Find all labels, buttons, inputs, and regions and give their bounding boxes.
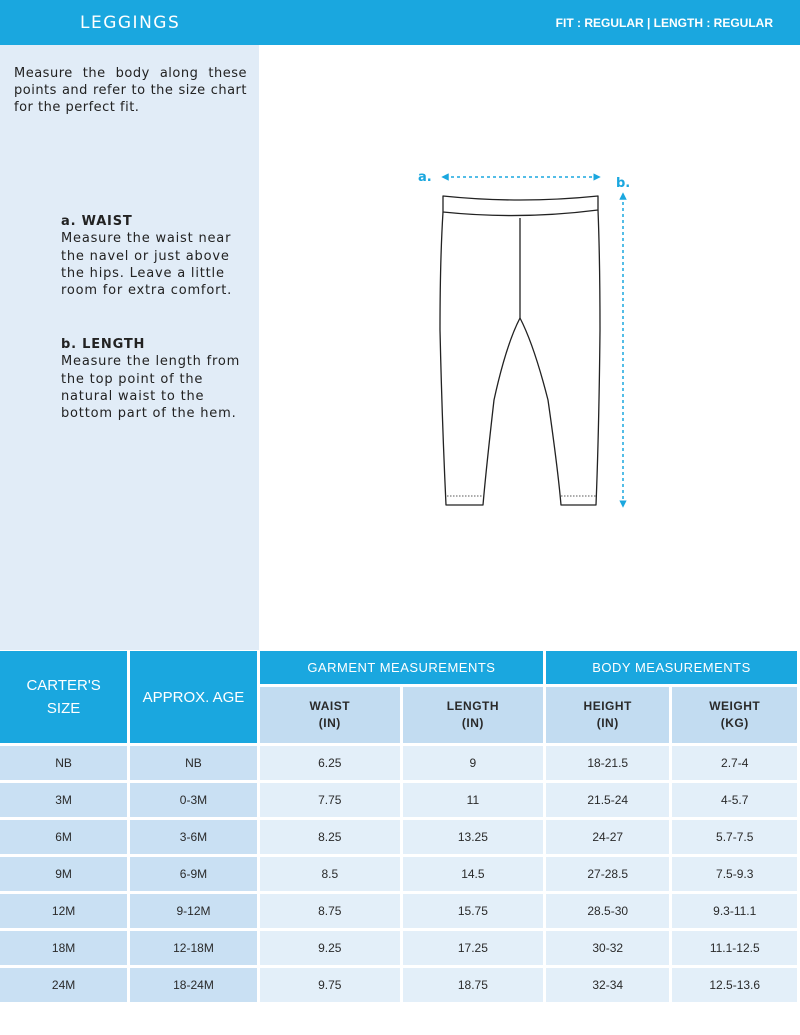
cell-size: 24M xyxy=(0,968,127,1002)
cell-waist: 9.75 xyxy=(260,968,400,1002)
cell-age: 0-3M xyxy=(130,783,257,817)
cell-waist: 8.25 xyxy=(260,820,400,854)
cell-height: 28.5-30 xyxy=(546,894,669,928)
cell-length: 18.75 xyxy=(403,968,543,1002)
cell-length: 15.75 xyxy=(403,894,543,928)
header-weight: WEIGHT (KG) xyxy=(672,687,797,743)
cell-height: 30-32 xyxy=(546,931,669,965)
table-row xyxy=(0,894,797,928)
cell-height: 27-28.5 xyxy=(546,857,669,891)
header-size: CARTER'S SIZE xyxy=(0,651,127,743)
cell-weight: 11.1-12.5 xyxy=(672,931,797,965)
table-row xyxy=(0,746,797,780)
length-heading: b. LENGTH xyxy=(61,337,146,352)
label-a: a. xyxy=(418,170,432,185)
cell-size: 9M xyxy=(0,857,127,891)
fit-info: FIT : REGULAR | LENGTH : REGULAR xyxy=(555,16,773,30)
cell-size: 6M xyxy=(0,820,127,854)
length-description: Measure the length from the top point of the natural waist to the bottom part of the hem. xyxy=(61,354,241,422)
cell-length: 13.25 xyxy=(403,820,543,854)
header-waist: WAIST (IN) xyxy=(260,687,400,743)
table-row xyxy=(0,857,797,891)
table-row xyxy=(0,931,797,965)
size-rows xyxy=(0,746,797,1002)
cell-size: 3M xyxy=(0,783,127,817)
cell-age: 6-9M xyxy=(130,857,257,891)
cell-height: 21.5-24 xyxy=(546,783,669,817)
cell-length: 17.25 xyxy=(403,931,543,965)
cell-age: NB xyxy=(130,746,257,780)
cell-age: 12-18M xyxy=(130,931,257,965)
cell-waist: 6.25 xyxy=(260,746,400,780)
cell-age: 18-24M xyxy=(130,968,257,1002)
cell-waist: 7.75 xyxy=(260,783,400,817)
page-header xyxy=(0,0,800,45)
size-chart-table xyxy=(0,648,800,1005)
table-row xyxy=(0,783,797,817)
waist-description: Measure the waist near the navel or just above the hips. Leave a little room for extra comfort. xyxy=(61,231,233,299)
cell-weight: 7.5-9.3 xyxy=(672,857,797,891)
cell-length: 11 xyxy=(403,783,543,817)
header-age: APPROX. AGE xyxy=(130,651,257,743)
label-b: b. xyxy=(616,176,631,191)
leggings-diagram xyxy=(400,160,650,520)
cell-weight: 5.7-7.5 xyxy=(672,820,797,854)
cell-weight: 4-5.7 xyxy=(672,783,797,817)
page-title: LEGGINGS xyxy=(80,13,181,33)
cell-length: 9 xyxy=(403,746,543,780)
cell-size: 12M xyxy=(0,894,127,928)
intro-text: Measure the body along these points and refer to the size chart for the perfect fit. xyxy=(14,66,247,115)
cell-size: NB xyxy=(0,746,127,780)
table-row xyxy=(0,820,797,854)
cell-weight: 12.5-13.6 xyxy=(672,968,797,1002)
cell-height: 24-27 xyxy=(546,820,669,854)
waist-heading: a. WAIST xyxy=(61,214,133,229)
header-body-measurements: BODY MEASUREMENTS xyxy=(546,651,797,684)
cell-waist: 9.25 xyxy=(260,931,400,965)
waist-instruction xyxy=(61,213,251,299)
cell-height: 32-34 xyxy=(546,968,669,1002)
cell-size: 18M xyxy=(0,931,127,965)
cell-height: 18-21.5 xyxy=(546,746,669,780)
cell-waist: 8.75 xyxy=(260,894,400,928)
cell-age: 9-12M xyxy=(130,894,257,928)
header-height: HEIGHT (IN) xyxy=(546,687,669,743)
header-length: LENGTH (IN) xyxy=(403,687,543,743)
cell-length: 14.5 xyxy=(403,857,543,891)
length-instruction xyxy=(61,336,251,422)
cell-age: 3-6M xyxy=(130,820,257,854)
table-row xyxy=(0,968,797,1002)
cell-waist: 8.5 xyxy=(260,857,400,891)
leggings-outline-icon xyxy=(440,196,600,505)
cell-weight: 9.3-11.1 xyxy=(672,894,797,928)
cell-weight: 2.7-4 xyxy=(672,746,797,780)
header-garment-measurements: GARMENT MEASUREMENTS xyxy=(260,651,543,684)
